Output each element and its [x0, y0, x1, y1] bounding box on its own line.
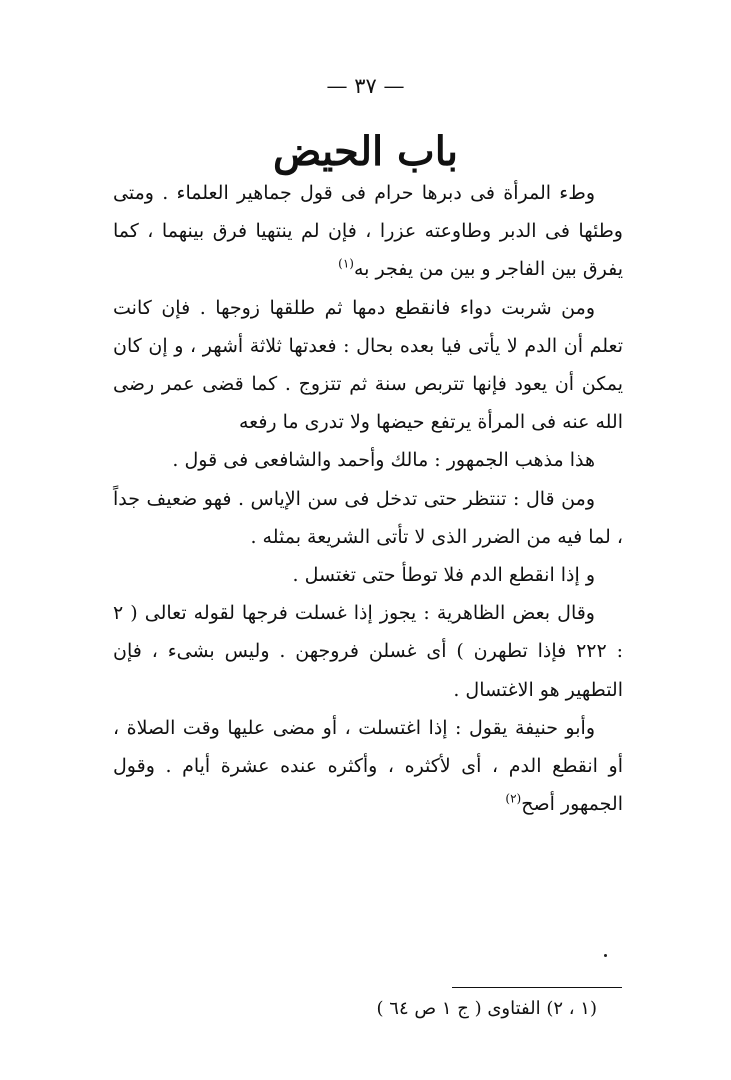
paragraph-text: ومن شربت دواء فانقطع دمها ثم طلقها زوجها . فإن كانت تعلم أن الدم لا يأتى فيا بعده بحال : فعدتها ثلاثة أشهر ، و إن كان يمكن أن يعود فإنها تتربص سنة ثم تتزوج . كما قضى عمر رضى الله عنه فى المرأة يرتفع حيضها ولا تدرى ما رفعه: [113, 296, 623, 434]
paragraph-text: ومن قال : تنتظر حتى تدخل فى سن الإياس . فهو ضعيف جداً ، لما فيه من الضرر الذى لا تأتى الشريعة بمثله .: [113, 487, 623, 548]
paragraph-1: [113, 174, 623, 289]
body-text: [113, 174, 623, 823]
footnote: (١ ، ٢) الفتاوى ( ج ١ ص ٦٤ ): [376, 998, 597, 1019]
paragraph-6: [113, 594, 623, 709]
paragraph-text: و إذا انقطع الدم فلا توطأ حتى تغتسل .: [292, 564, 595, 587]
paragraph-text: وأبو حنيفة يقول : إذا اغتسلت ، أو مضى عليها وقت الصلاة ، أو انقطع الدم ، أى لأكثره ، وأكثره عنده عشرة أيام . وقول الجمهور أصح: [113, 716, 623, 816]
paragraph-text: وقال بعض الظاهرية : يجوز إذا غسلت فرجها لقوله تعالى ( ٢ : ٢٢٢ فإذا تطهرن ) أى غسلن فروجهن . وليس بشىء ، فإن التطهير هو الاغتسال .: [113, 602, 623, 701]
paragraph-4: [113, 480, 623, 556]
page-number: — ٣٧ —: [326, 74, 405, 98]
paragraph-text: هذا مذهب الجمهور : مالك وأحمد والشافعى فى قول .: [172, 449, 595, 472]
paragraph-2: [113, 289, 623, 442]
chapter-title: باب الحيض: [272, 128, 459, 175]
paragraph-7: [113, 709, 623, 824]
footnote-marker: (١): [338, 257, 354, 272]
paragraph-text: وطء المرأة فى دبرها حرام فى قول جماهير العلماء . ومتى وطئها فى الدبر وطاوعته عزرا ، فإن لم ينتهيا فرق بينهما ، كما يفرق بين الفاجر و بين من يفجر به: [113, 182, 623, 281]
paragraph-5: [113, 556, 623, 594]
paragraph-3: [113, 441, 623, 479]
print-speck: [604, 954, 607, 957]
footnote-marker: (٢): [505, 791, 522, 806]
footnote-divider: [452, 987, 622, 988]
